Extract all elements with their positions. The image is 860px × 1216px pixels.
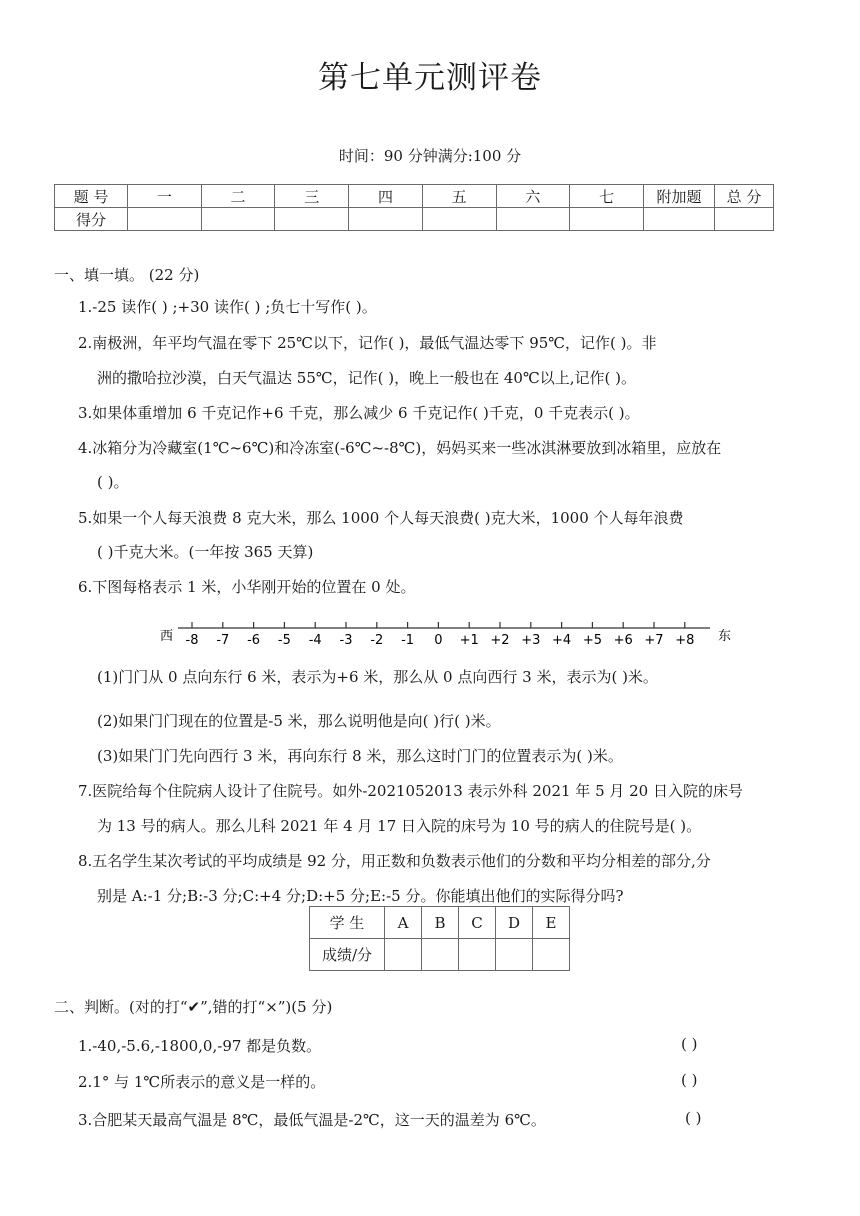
number-line-tick-label: +7	[644, 633, 664, 648]
number-line-tick-label: +3	[521, 633, 541, 648]
number-line	[158, 616, 738, 652]
question-3: 3.如果体重增加 6 千克记作+6 千克，那么减少 6 千克记作( )千克，0 千克表示( )。	[78, 404, 640, 422]
question-2-line-2: 洲的撒哈拉沙漠，白天气温达 55℃，记作( )，晚上一般也在 40℃以上,记作( )。	[97, 369, 636, 387]
question-6-part-3: (3)如果门门先向西行 3 米，再向东行 8 米，那么这时门门的位置表示为( )米。	[97, 747, 623, 765]
score-row-label: 得分	[55, 208, 128, 231]
score-table-score-row	[55, 208, 774, 231]
judge-answer-2[interactable]: ( )	[681, 1071, 698, 1089]
score-cell[interactable]	[644, 208, 715, 231]
question-4-line-2: ( )。	[97, 473, 129, 491]
page-title: 第七单元测评卷	[318, 60, 542, 96]
score-cell[interactable]	[275, 208, 349, 231]
grade-table	[309, 906, 570, 971]
number-line-tick-label: 0	[434, 633, 443, 648]
judge-item-2: 2.1° 与 1℃所表示的意义是一样的。	[78, 1073, 326, 1091]
score-cell[interactable]	[422, 208, 496, 231]
judge-answer-3[interactable]: ( )	[685, 1109, 702, 1127]
number-line-tick-label: +2	[490, 633, 510, 648]
grade-cell[interactable]	[422, 939, 459, 971]
question-6: 6.下图每格表示 1 米，小华刚开始的位置在 0 处。	[78, 578, 416, 596]
score-col-4: 四	[349, 185, 423, 208]
score-col-1: 一	[128, 185, 202, 208]
score-cell[interactable]	[570, 208, 644, 231]
number-line-tick-label: +1	[459, 633, 479, 648]
exam-info: 时间：90 分钟满分:100 分	[338, 147, 522, 165]
question-7-line-1: 7.医院给每个住院病人设计了住院号。如外-2021052013 表示外科 2021 年 5 月 20 日入院的床号	[78, 782, 743, 800]
question-7-line-2: 为 13 号的病人。那么儿科 2021 年 4 月 17 日入院的床号为 10 号的病人的住院号是( )。	[97, 817, 702, 835]
score-col-3: 三	[275, 185, 349, 208]
question-2-line-1: 2.南极洲，年平均气温在零下 25℃以下，记作( )，最低气温达零下 95℃，记作( )。非	[78, 334, 657, 352]
question-8-line-1: 8.五名学生某次考试的平均成绩是 92 分，用正数和负数表示他们的分数和平均分相差的部分,分	[78, 852, 711, 870]
score-col-7: 七	[570, 185, 644, 208]
number-line-tick-label: -7	[216, 633, 230, 648]
score-table	[54, 184, 774, 231]
number-line-tick-label: -8	[185, 633, 199, 648]
student-e: E	[533, 907, 570, 939]
score-table-header-row	[55, 185, 774, 208]
grade-cell[interactable]	[496, 939, 533, 971]
question-6-part-2: (2)如果门门现在的位置是-5 米，那么说明他是向( )行( )米。	[97, 712, 501, 730]
score-col-2: 二	[201, 185, 275, 208]
east-label: 东	[718, 629, 732, 644]
student-a: A	[385, 907, 422, 939]
grade-cell[interactable]	[459, 939, 496, 971]
number-line-tick-label: -2	[370, 633, 384, 648]
grade-table-score-row	[310, 939, 570, 971]
number-line-tick-label: +4	[552, 633, 572, 648]
number-line-tick-label: -5	[277, 633, 291, 648]
student-b: B	[422, 907, 459, 939]
score-cell[interactable]	[715, 208, 774, 231]
section-2-heading: 二、判断。(对的打“✔”,错的打“×”)(5 分)	[54, 998, 333, 1016]
judge-item-1: 1.-40,-5.6,-1800,0,-97 都是负数。	[78, 1037, 322, 1055]
score-col-bonus: 附加题	[644, 185, 715, 208]
question-5-line-2: ( )千克大米。(一年按 365 天算)	[97, 543, 314, 561]
judge-item-3: 3.合肥某天最高气温是 8℃，最低气温是-2℃，这一天的温差为 6℃。	[78, 1111, 546, 1129]
score-col-6: 六	[496, 185, 570, 208]
grade-cell[interactable]	[385, 939, 422, 971]
number-line-tick-label: +5	[582, 633, 602, 648]
score-col-5: 五	[422, 185, 496, 208]
grade-header-label: 学 生	[310, 907, 385, 939]
grade-cell[interactable]	[533, 939, 570, 971]
score-cell[interactable]	[201, 208, 275, 231]
score-header-label: 题 号	[55, 185, 128, 208]
score-cell[interactable]	[128, 208, 202, 231]
score-cell[interactable]	[349, 208, 423, 231]
score-cell[interactable]	[496, 208, 570, 231]
number-line-tick-label: -4	[308, 633, 322, 648]
student-d: D	[496, 907, 533, 939]
number-line-tick-label: +6	[613, 633, 633, 648]
west-label: 西	[160, 629, 174, 644]
number-line-tick-label: +8	[675, 633, 695, 648]
number-line-tick-label: -1	[401, 633, 415, 648]
score-col-total: 总 分	[715, 185, 774, 208]
question-4-line-1: 4.冰箱分为冷藏室(1℃~6℃)和冷冻室(-6℃~-8℃)，妈妈买来一些冰淇淋要放到冰箱里，应放在	[78, 439, 722, 457]
student-c: C	[459, 907, 496, 939]
question-5-line-1: 5.如果一个人每天浪费 8 克大米，那么 1000 个人每天浪费( )克大米，1000 个人每年浪费	[78, 509, 684, 527]
question-8-line-2: 别是 A:-1 分;B:-3 分;C:+4 分;D:+5 分;E:-5 分。你能填出他们的实际得分吗?	[97, 887, 624, 905]
grade-row-label: 成绩/分	[310, 939, 385, 971]
question-1: 1.-25 读作( ) ;+30 读作( ) ;负七十写作( )。	[78, 298, 377, 316]
grade-table-header-row	[310, 907, 570, 939]
number-line-tick-label: -3	[339, 633, 353, 648]
question-6-part-1: (1)门门从 0 点向东行 6 米，表示为+6 米，那么从 0 点向西行 3 米，表示为( )米。	[97, 668, 658, 686]
number-line-tick-label: -6	[247, 633, 261, 648]
section-1-heading: 一、填一填。 (22 分)	[54, 266, 200, 284]
judge-answer-1[interactable]: ( )	[681, 1035, 698, 1053]
